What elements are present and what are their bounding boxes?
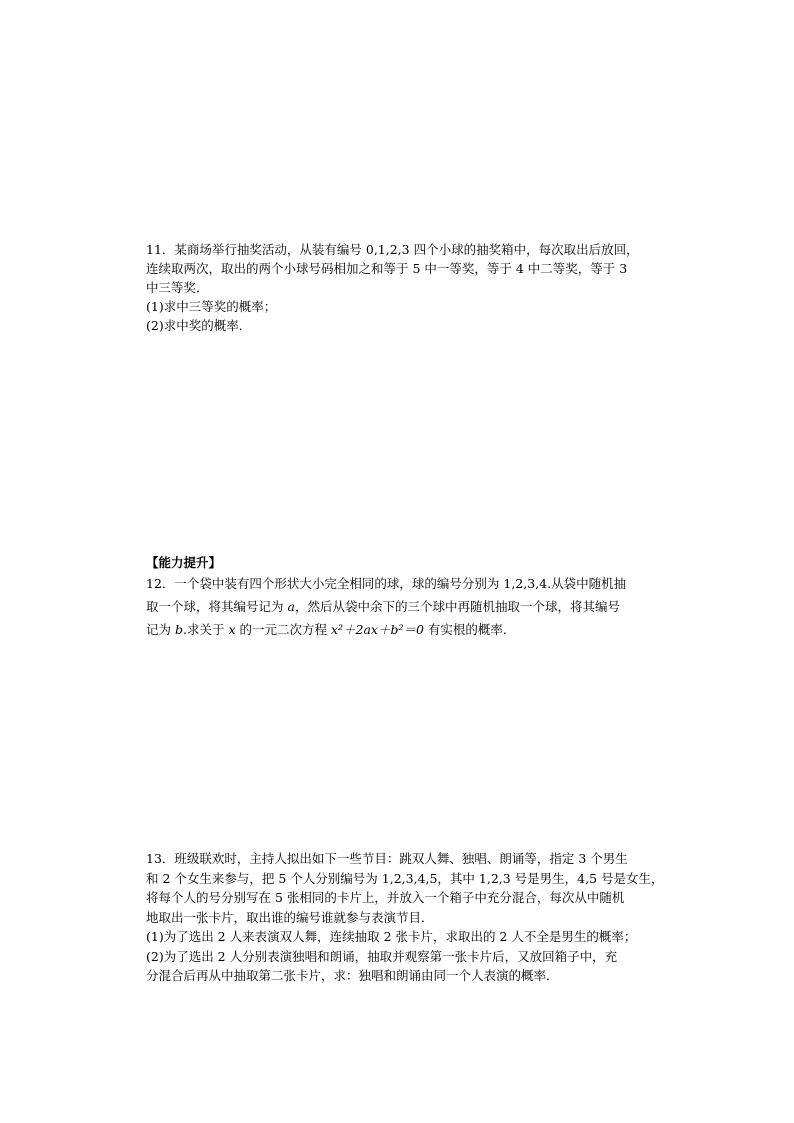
q13-line-4: 地取出一张卡片，取出谁的编号谁就参与表演节目． xyxy=(146,909,434,925)
q12-var-a: a xyxy=(287,599,295,614)
section-ability-improvement xyxy=(146,553,666,572)
q12-line-2 xyxy=(146,595,666,618)
q12-line-2-text-b: ，然后从袋中余下的三个球中再随机抽取一个球，将其编号 xyxy=(294,599,620,614)
q11-line-1: 11．某商场举行抽奖活动，从装有编号 0,1,2,3 四个小球的抽奖箱中，每次取出后放回， xyxy=(146,242,639,257)
q12-line-1: 12．一个袋中装有四个形状大小完全相同的球，球的编号分别为 1,2,3,4.从袋中随机抽 xyxy=(146,576,627,591)
q12-var-b: b xyxy=(174,622,183,637)
q11-line-3: 中三等奖． xyxy=(146,280,209,295)
q12-equation: x²＋2ax＋b²＝0 xyxy=(330,622,424,637)
q12-line-3-text-d: 有实根的概率． xyxy=(423,622,516,637)
q13-part-1: (1)为了选出 2 人来表演双人舞，连续抽取 2 张卡片，求取出的 2 人不全是男生的概率； xyxy=(146,929,637,944)
q11-line-2: 连续取两次，取出的两个小球号码相加之和等于 5 中一等奖，等于 4 中二等奖，等于 3 xyxy=(146,261,628,276)
q13-line-1: 13．班级联欢时，主持人拟出如下一些节目：跳双人舞、独唱、朗诵等，指定 3 个男生 xyxy=(146,851,628,866)
q13-part-2-cont: 分混合后再从中抽取第二张卡片，求：独唱和朗诵由同一个人表演的概率． xyxy=(146,968,559,983)
q12-line-3-text-a: 记为 xyxy=(146,622,175,637)
q12-line-3-text-c: 的一元二次方程 xyxy=(235,622,331,637)
question-12 xyxy=(146,572,666,641)
q13-line-2: 和 2 个女生来参与，把 5 个人分别编号为 1,2,3,4,5，其中 1,2,3 号是男生，4,5 号是女生， xyxy=(146,870,664,886)
q12-line-3 xyxy=(146,618,666,641)
q11-part-2: (2)求中奖的概率． xyxy=(146,318,252,333)
q12-line-2-text-a: 取一个球，将其编号记为 xyxy=(146,599,288,614)
q13-line-3: 将每个人的号分别写在 5 张相同的卡片上，并放入一个箱子中充分混合，每次从中随机 xyxy=(146,890,625,905)
q11-part-1: (1)求中三等奖的概率； xyxy=(146,299,277,314)
q13-part-2: (2)为了选出 2 人分别表演独唱和朗诵，抽取并观察第一张卡片后，又放回箱子中，充 xyxy=(146,948,618,964)
q12-line-3-text-b: .求关于 xyxy=(183,622,229,637)
section-title: 【能力提升】 xyxy=(146,555,222,570)
q12-var-x: x xyxy=(228,622,236,637)
question-13 xyxy=(146,849,666,986)
question-11 xyxy=(146,240,666,335)
